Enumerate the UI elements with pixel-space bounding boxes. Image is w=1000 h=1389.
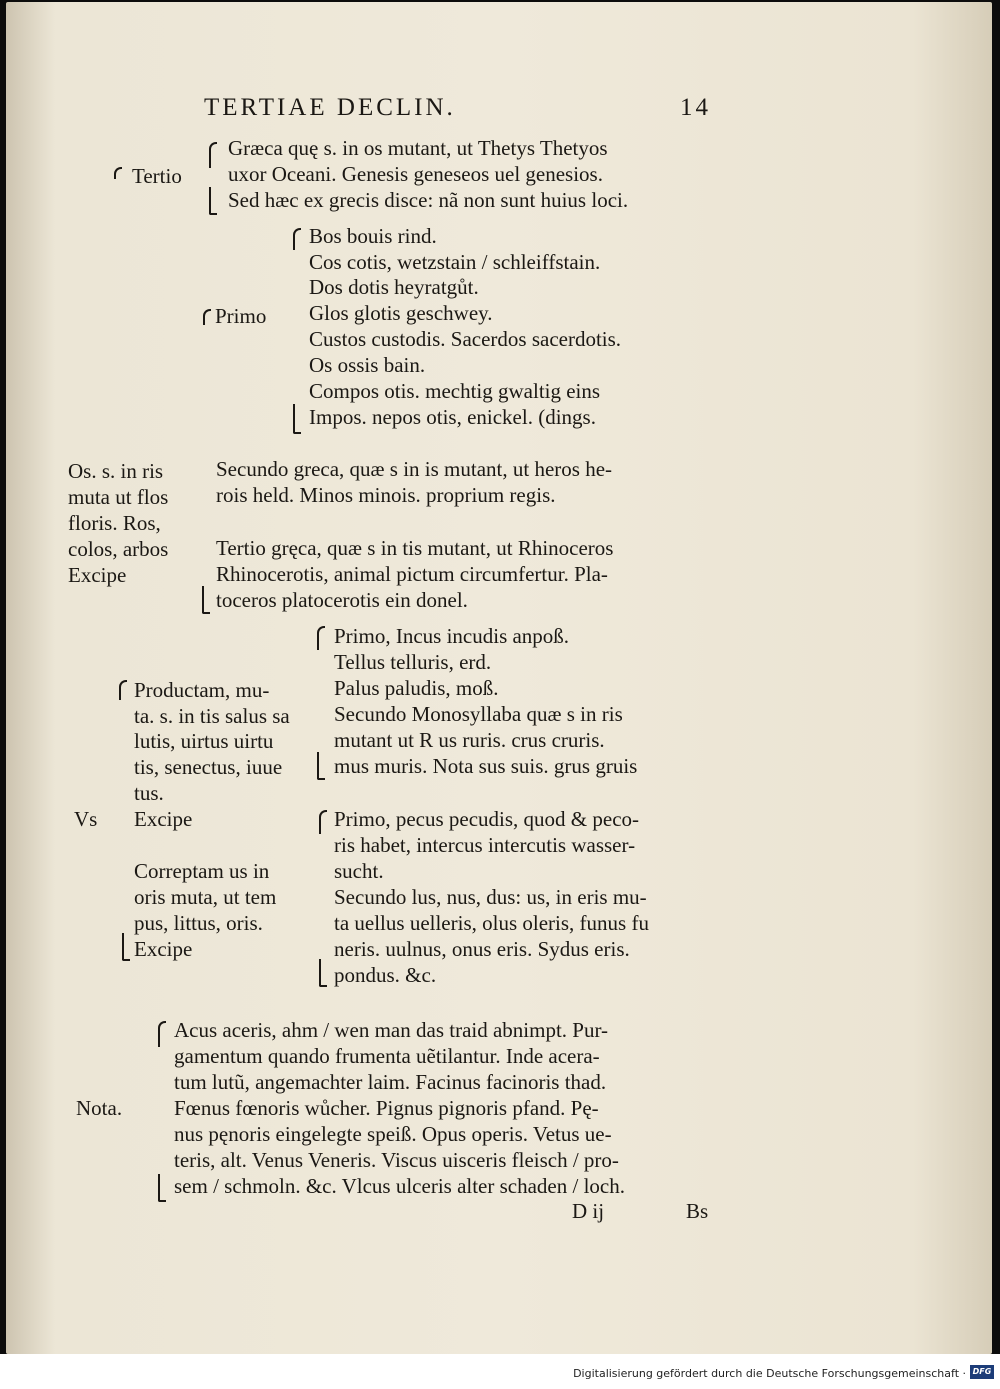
producta-line-2: ta. s. in tis salus sa xyxy=(134,704,290,728)
producta-right-line-2: Tellus telluris, erd. xyxy=(334,650,492,674)
brace-nota-bottom xyxy=(158,1174,166,1202)
correpta-right-line-5: ta uellus uelleris, olus oleris, funus fu xyxy=(334,911,649,935)
os-margin-line-1: Os. s. in ris xyxy=(68,459,164,483)
correpta-right-line-6: neris. uulnus, onus eris. Sydus eris. xyxy=(334,937,630,961)
os-line-4: Rhinocerotis, animal pictum circumfertur. Pla- xyxy=(216,562,608,586)
label-primo: Primo xyxy=(215,304,267,328)
primo-line-8: Impos. nepos otis, enickel. (dings. xyxy=(309,405,596,429)
primo-line-4: Glos glotis geschwey. xyxy=(309,301,493,325)
correpta-right-line-1: Primo, pecus pecudis, quod & peco- xyxy=(334,807,640,831)
brace-producta xyxy=(119,680,127,700)
nota-line-5: nus pęnoris eingelegte speiß. Opus operis. Vetus ue- xyxy=(174,1122,612,1146)
brace-primo-incus-bottom xyxy=(317,752,325,780)
primo-line-6: Os ossis bain. xyxy=(309,353,426,377)
correpta-right-line-7: pondus. &c. xyxy=(334,963,437,987)
producta-right-line-4: Secundo Monosyllaba quæ s in ris xyxy=(334,702,623,726)
os-margin-line-5: Excipe xyxy=(68,563,127,587)
os-line-2: rois held. Minos minois. proprium regis. xyxy=(216,483,556,507)
producta-right-line-1: Primo, Incus incudis anpoß. xyxy=(334,624,570,648)
brace-greca-top xyxy=(209,142,217,168)
nota-line-7: sem / schmoln. &c. Vlcus ulceris alter schaden / loch. xyxy=(174,1174,625,1198)
nota-line-2: gamentum quando frumenta uẽtilantur. Inde acera- xyxy=(174,1044,600,1068)
producta-line-4: tis, senectus, iuue xyxy=(134,755,283,779)
producta-line-1: Productam, mu- xyxy=(134,678,270,702)
os-line-5: toceros platocerotis ein donel. xyxy=(216,588,468,612)
greca-line-1: Græca quę s. in os mutant, ut Thetys Thetyos xyxy=(228,136,608,160)
correpta-line-1: Correptam us in xyxy=(134,859,270,883)
footer-credit: Digitalisierung gefördert durch die Deutsche Forschungsgemeinschaft · xyxy=(573,1367,966,1380)
producta-line-5: tus. xyxy=(134,781,164,805)
brace-pecus-bottom xyxy=(319,959,327,987)
brace-toceros xyxy=(202,586,210,614)
brace-nota-top xyxy=(158,1021,166,1047)
signature-mark: D ij xyxy=(572,1199,605,1223)
os-margin-line-2: muta ut flos xyxy=(68,485,169,509)
catchword: Bs xyxy=(686,1199,709,1223)
nota-line-3: tum lutũ, angemachter laim. Facinus facinoris thad. xyxy=(174,1070,607,1094)
primo-line-2: Cos cotis, wetzstain / schleiffstain. xyxy=(309,250,601,274)
producta-right-line-3: Palus paludis, moß. xyxy=(334,676,499,700)
excipe-label: Excipe xyxy=(134,807,193,831)
correpta-line-2: oris muta, ut tem xyxy=(134,885,277,909)
nota-line-6: teris, alt. Venus Veneris. Viscus uisceris fleisch / pro- xyxy=(174,1148,619,1172)
os-margin-line-4: colos, arbos xyxy=(68,537,169,561)
dfg-logo: DFG xyxy=(970,1365,994,1379)
primo-line-5: Custos custodis. Sacerdos sacerdotis. xyxy=(309,327,622,351)
producta-line-3: lutis, uirtus uirtu xyxy=(134,729,274,753)
correpta-line-3: pus, littus, oris. xyxy=(134,911,263,935)
nota-line-1: Acus aceris, ahm / wen man das traid abnimpt. Pur- xyxy=(174,1018,609,1042)
brace-pecus-top xyxy=(319,810,327,834)
brace-greca-bottom xyxy=(209,187,217,215)
running-head: TERTIAE DECLIN. xyxy=(204,94,456,121)
correpta-right-line-4: Secundo lus, nus, dus: us, in eris mu- xyxy=(334,885,647,909)
primo-line-3: Dos dotis heyratgůt. xyxy=(309,275,479,299)
primo-line-1: Bos bouis rind. xyxy=(309,224,437,248)
nota-line-4: Fœnus fœnoris wůcher. Pignus pignoris pfand. Pę- xyxy=(174,1096,599,1120)
brace-primo-incus-top xyxy=(317,626,325,650)
os-line-1: Secundo greca, quæ s in is mutant, ut heros he- xyxy=(216,457,613,481)
page-number: 14 xyxy=(680,94,711,121)
nota-label: Nota. xyxy=(76,1096,123,1120)
excipe-label-2: Excipe xyxy=(134,937,193,961)
brace-primo xyxy=(203,309,211,325)
correpta-right-line-2: ris habet, intercus intercutis wasser- xyxy=(334,833,636,857)
os-line-3: Tertio gręca, quæ s in tis mutant, ut Rhinoceros xyxy=(216,536,614,560)
producta-right-line-6: mus muris. Nota sus suis. grus gruis xyxy=(334,754,638,778)
correpta-right-line-3: sucht. xyxy=(334,859,384,883)
greca-line-3: Sed hæc ex grecis disce: nã non sunt huius loci. xyxy=(228,188,629,212)
os-margin-line-3: floris. Ros, xyxy=(68,511,161,535)
book-page xyxy=(6,2,992,1354)
primo-line-7: Compos otis. mechtig gwaltig eins xyxy=(309,379,601,403)
footer-bar xyxy=(0,1354,1000,1389)
brace-bos-bottom xyxy=(293,404,301,434)
label-tertio: Tertio xyxy=(132,164,182,188)
brace-excipe-2 xyxy=(122,933,130,961)
brace-bos-top xyxy=(293,228,301,250)
label-vs: Vs xyxy=(74,807,98,831)
greca-line-2: uxor Oceani. Genesis geneseos uel genesios. xyxy=(228,162,603,186)
producta-right-line-5: mutant ut R us ruris. crus cruris. xyxy=(334,728,605,752)
brace-tertio-outer xyxy=(114,167,122,179)
